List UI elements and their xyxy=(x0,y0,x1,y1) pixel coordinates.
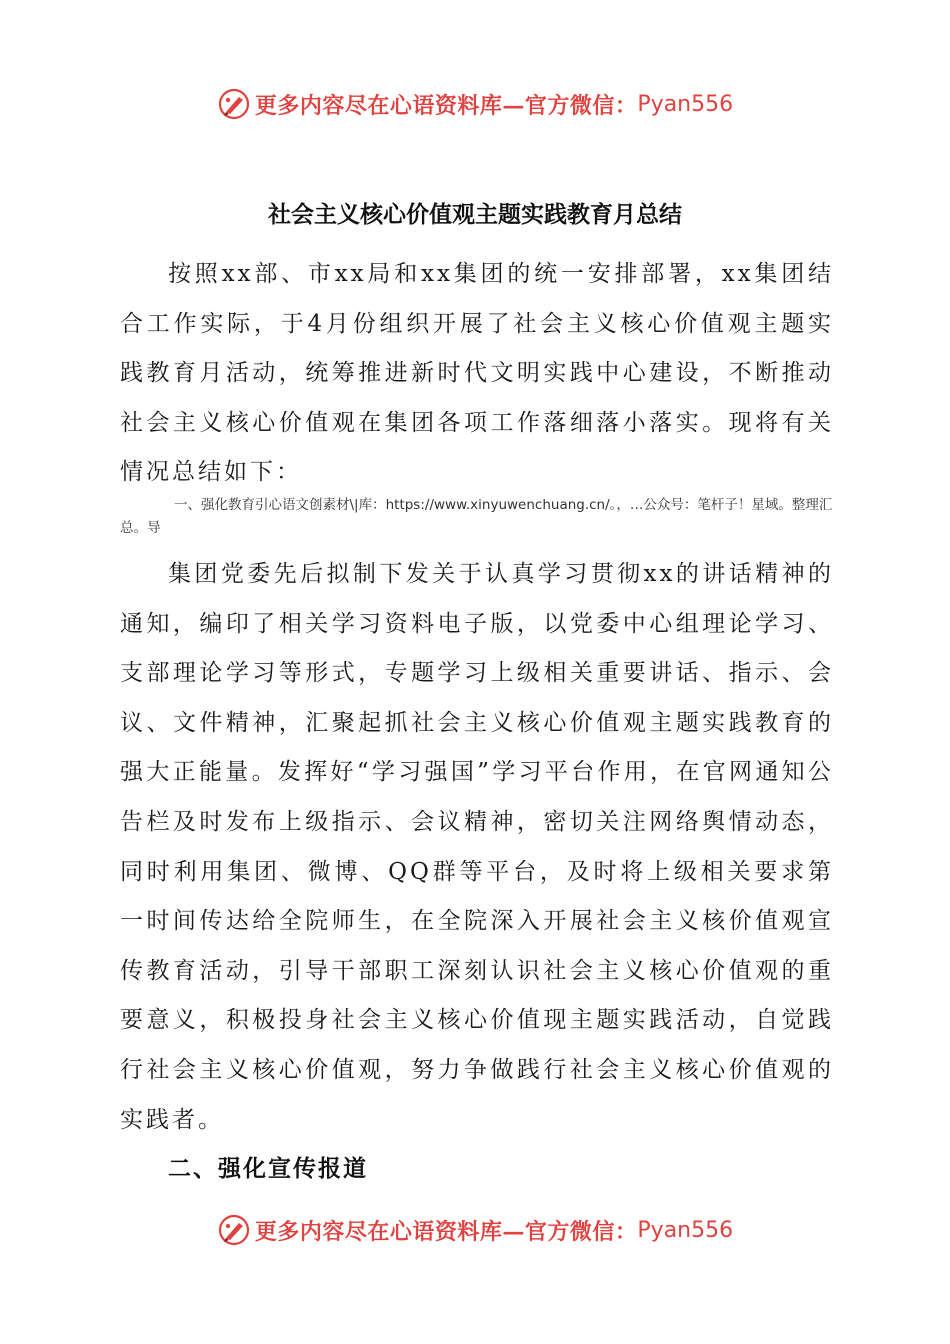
section-one-paragraph: 集团党委先后拟制下发关于认真学习贯彻xx的讲话精神的通知，编印了相关学习资料电子版，以党委中心组理论学习、支部理论学习等形式，专题学习上级相关重要讲话、指示、会议、文件精神，汇聚起抓社会主义核心价值观主题实践教育的强大正能量。发挥好“学习强国”学习平台作用，在官网通知公告栏及时发布上级指示、会议精神，密切关注网络舆情动态，同时利用集团、微博、QQ群等平台，及时将上级相关要求第一时间传达给全院师生，在全院深入开展社会主义核价值观宣传教育活动，引导干部职工深刻认识社会主义核心价值观的重要意义，积极投身社会主义核心价值现主题实践活动，自觉践行社会主义核心价值观，努力争做践行社会主义核心价值观的实践者。 xyxy=(120,561,834,1133)
watermark-banner-top xyxy=(0,84,950,124)
section-one-heading-note: 一、强化教育引心语文创素材\|库：https://www.xinyuwenchuang.cn/。，…公众号：笔杆子！星域。整理汇总。导 xyxy=(120,497,833,536)
watermark-slogan: 更多内容尽在心语资料库—官方微信： xyxy=(254,92,638,119)
document-title: 社会主义核心价值观主题实践教育月总结 xyxy=(268,202,682,228)
pen-logo-icon xyxy=(217,1213,251,1247)
watermark-handle: Pyan556 xyxy=(637,1217,734,1243)
watermark-banner-bottom xyxy=(0,1210,950,1250)
section-two-heading: 二、强化宣传报道 xyxy=(168,1156,368,1182)
watermark-slogan: 更多内容尽在心语资料库—官方微信： xyxy=(254,1218,638,1245)
intro-paragraph: 按照xx部、市xx局和xx集团的统一安排部署，xx集团结合工作实际，于4月份组织开展了社会主义核心价值观主题实践教育月活动，统筹推进新时代文明实践中心建设，不断推动社会主义核心价值观在集团各项工作落细落小落实。现将有关情况总结如下： xyxy=(120,261,834,486)
pen-logo-icon xyxy=(217,87,251,121)
watermark-handle: Pyan556 xyxy=(637,91,734,117)
